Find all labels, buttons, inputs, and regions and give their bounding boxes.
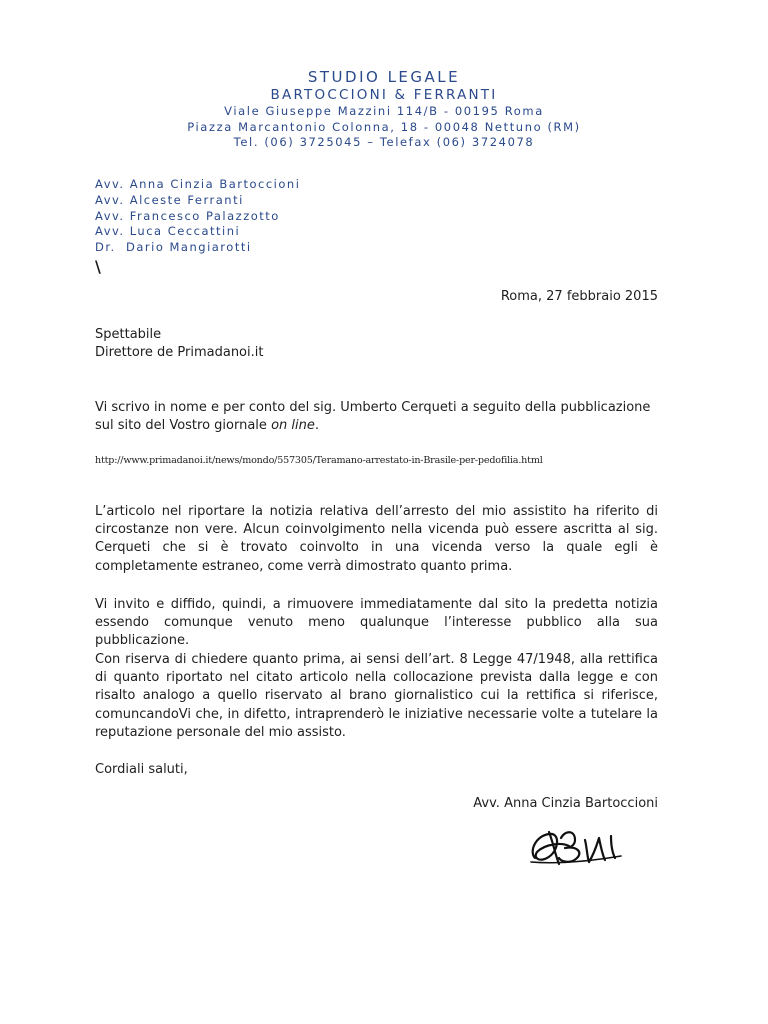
intro-end: . [314,418,319,433]
lawyer-item: Avv. Alceste Ferranti [95,192,244,207]
intro-paragraph [95,399,658,435]
lawyer-item: Avv. Luca Ceccattini [95,224,241,239]
recipient-salutation: Spettabile [95,327,162,342]
firm-name: BARTOCCIONI & FERRANTI [270,87,498,103]
intro-text: Vi scrivo in nome e per conto del sig. Umberto Cerqueti a seguito della pubblicazione sul sito del Vostro giornale [95,400,651,433]
recipient-name: Direttore de Primadanoi.it [95,345,264,360]
lawyer-item: Avv. Anna Cinzia Bartoccioni [95,177,301,191]
phone-fax: Tel. (06) 3725045 – Telefax (06) 3724078 [233,135,535,149]
paragraph-3: Con riserva di chiedere quanto prima, ai sensi dell’art. 8 Legge 47/1948, alla rettifica di quanto riportato nel citato articolo nella collocazione prevista dalla legge e con risalto analogo a quello riservato al brano giornalistico cui la rettifica si riferisce, comuncandoVi che, in difetto, intraprenderò le iniziative necessarie volte a tutelare la reputazione personale del mio assisto. [95,652,658,740]
lawyer-list [95,177,300,256]
lawyer-item: Dr. Dario Mangiarotti [95,240,252,255]
closing: Cordiali saluti, [95,762,188,777]
letterhead [0,68,768,151]
stray-mark: \ [95,257,101,276]
handwritten-signature [525,822,655,872]
paragraph-2: Vi invito e diffido, quindi, a rimuovere immediatamente dal sito la predetta notizia essendo comunque venuto meno qualunque l’interesse pubblico alla sua pubblicazione. [95,597,658,649]
intro-italic: on line [271,418,315,433]
letter-date: Roma, 27 febbraio 2015 [500,289,658,304]
lawyer-item: Avv. Francesco Palazzotto [95,208,280,223]
paragraph-1: L’articolo nel riportare la notizia relativa dell’arresto del mio assistito ha riferito di circostanze non vere. Alcun coinvolgimento nella vicenda può essere ascritta al sig. Cerqueti che si è trovato coinvolto in una vicenda verso la quale egli è completamente estraneo, come verrà dimostrato quanto prima. [95,504,658,574]
recipient-block [95,326,263,362]
address-rome: Viale Giuseppe Mazzini 114/B - 00195 Roma [224,104,544,118]
signer-name: Avv. Anna Cinzia Bartoccioni [473,796,658,811]
article-url: http://www.primadanoi.it/news/mondo/557305/Teramano-arrestato-in-Brasile-per-pedofilia.html [95,455,543,466]
address-nettuno: Piazza Marcantonio Colonna, 18 - 00048 Nettuno (RM) [187,119,581,134]
firm-type: STUDIO LEGALE [307,68,461,86]
